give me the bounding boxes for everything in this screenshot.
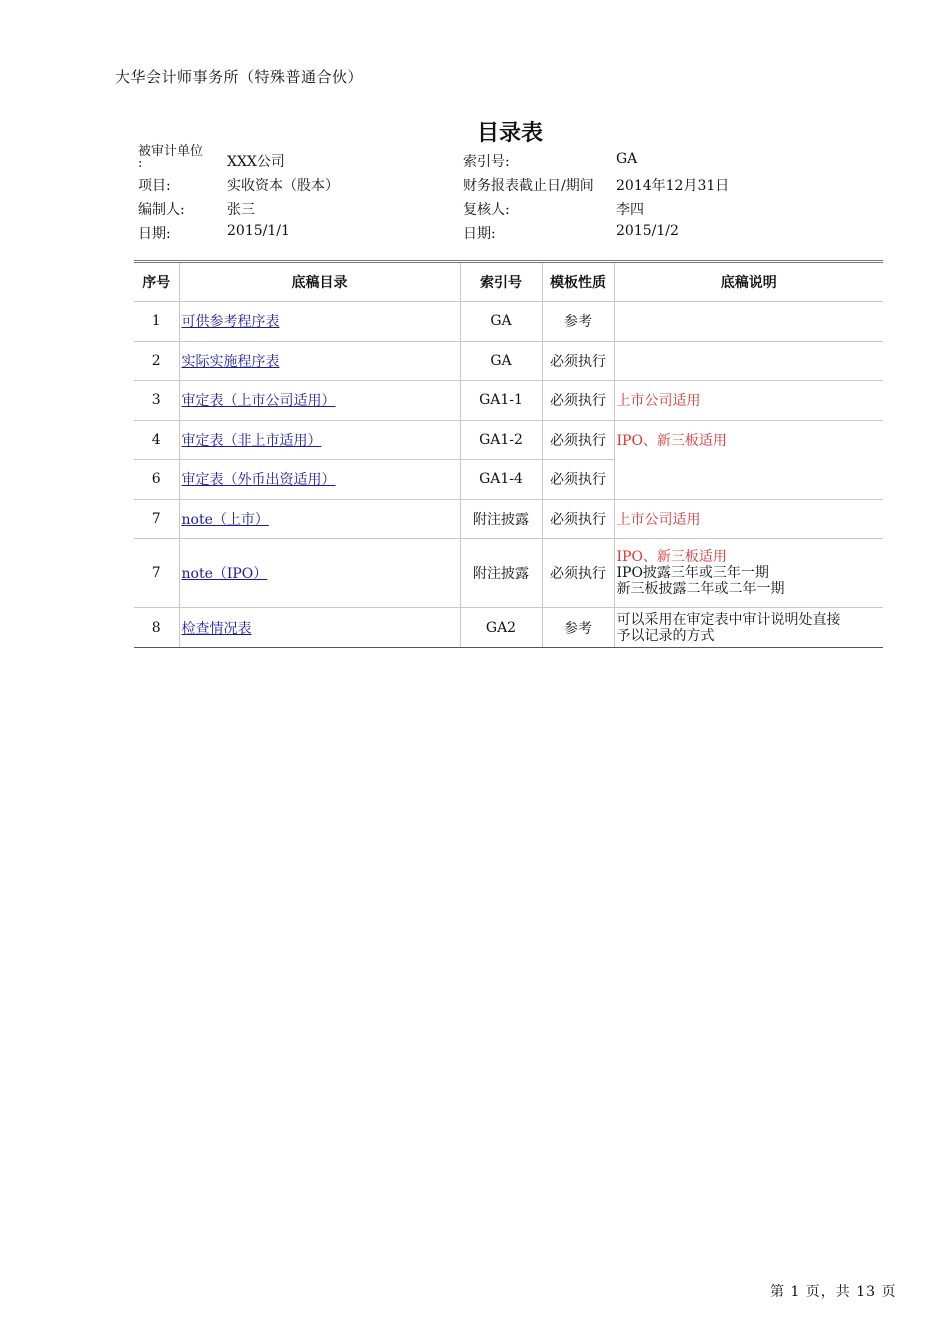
row-no: 8 xyxy=(134,608,179,648)
table-row xyxy=(134,420,883,460)
firm-name: 大华会计师事务所（特殊普通合伙） xyxy=(115,68,364,86)
project-label: 项目: xyxy=(138,178,171,194)
date2-value: 2015/1/2 xyxy=(616,223,679,239)
row-no: 1 xyxy=(134,302,179,342)
col-header-no: 序号 xyxy=(134,262,179,302)
index-value: GA xyxy=(616,151,638,167)
row-type: 必须执行 xyxy=(542,420,614,460)
row-type: 必须执行 xyxy=(542,381,614,421)
row-note xyxy=(614,608,883,648)
row-note xyxy=(614,341,883,381)
row-note: 上市公司适用 xyxy=(614,381,883,421)
preparer-label: 编制人: xyxy=(138,202,185,218)
row-index: GA1-2 xyxy=(460,420,542,460)
table-row xyxy=(134,341,883,381)
audited-label: 被审计单位 : xyxy=(138,144,204,171)
preparer-value: 张三 xyxy=(227,202,255,218)
workpaper-link[interactable]: 检查情况表 xyxy=(181,620,252,637)
workpaper-link[interactable]: note（IPO） xyxy=(181,566,268,582)
index-label: 索引号: xyxy=(463,154,510,170)
row-type: 参考 xyxy=(542,302,614,342)
row-index: GA2 xyxy=(460,608,542,648)
row-no: 4 xyxy=(134,420,179,460)
row-note: IPO、新三板适用 xyxy=(614,420,883,460)
table-row xyxy=(134,539,883,608)
workpaper-link[interactable]: 审定表（非上市适用） xyxy=(181,432,322,449)
page-title: 目录表 xyxy=(476,121,543,146)
period-value: 2014年12月31日 xyxy=(616,178,730,194)
row-no: 7 xyxy=(134,539,179,608)
row-note xyxy=(614,539,883,608)
note-line: IPO披露三年或三年一期 xyxy=(616,565,769,581)
row-type: 必须执行 xyxy=(542,499,614,539)
workpaper-link[interactable]: 审定表（外币出资适用） xyxy=(181,472,336,489)
workpaper-link[interactable]: note（上市） xyxy=(181,511,269,528)
reviewer-value: 李四 xyxy=(616,202,644,218)
row-type: 必须执行 xyxy=(542,460,614,500)
date1-value: 2015/1/1 xyxy=(227,223,290,239)
table-row xyxy=(134,460,883,500)
row-note: 上市公司适用 xyxy=(614,499,883,539)
workpaper-link[interactable]: 审定表（上市公司适用） xyxy=(181,393,336,410)
note-line: 可以采用在审定表中审计说明处直接 xyxy=(616,611,841,628)
note-line: 予以记录的方式 xyxy=(616,627,715,644)
row-no: 3 xyxy=(134,381,179,421)
page-number: 第 1 页，共 13 页 xyxy=(770,1284,897,1300)
col-header-note: 底稿说明 xyxy=(614,262,883,302)
table-row xyxy=(134,302,883,342)
col-header-type: 模板性质 xyxy=(542,262,614,302)
row-no: 2 xyxy=(134,341,179,381)
row-no: 7 xyxy=(134,499,179,539)
table-header-row xyxy=(134,262,883,302)
row-no: 6 xyxy=(134,460,179,500)
row-note xyxy=(614,460,883,500)
row-index: GA xyxy=(460,341,542,381)
catalog-table xyxy=(134,260,883,648)
col-header-name: 底稿目录 xyxy=(179,262,460,302)
note-line-red: IPO、新三板适用 xyxy=(616,549,727,565)
row-type: 必须执行 xyxy=(542,341,614,381)
row-type: 参考 xyxy=(542,608,614,648)
project-value: 实收资本（股本） xyxy=(227,178,339,194)
note-line: 新三板披露二年或二年一期 xyxy=(616,581,785,597)
table-row xyxy=(134,608,883,648)
row-index: 附注披露 xyxy=(460,499,542,539)
row-index: GA xyxy=(460,302,542,342)
date1-label: 日期: xyxy=(138,226,171,242)
workpaper-link[interactable]: 实际实施程序表 xyxy=(181,353,280,370)
row-note xyxy=(614,302,883,342)
reviewer-label: 复核人: xyxy=(463,202,510,218)
period-label: 财务报表截止日/期间 xyxy=(463,178,594,194)
row-index: GA1-1 xyxy=(460,381,542,421)
date2-label: 日期: xyxy=(463,226,496,242)
audited-value: XXX公司 xyxy=(227,154,285,170)
table-row xyxy=(134,499,883,539)
row-type: 必须执行 xyxy=(542,539,614,608)
row-index: 附注披露 xyxy=(460,539,542,608)
row-index: GA1-4 xyxy=(460,460,542,500)
table-row xyxy=(134,381,883,421)
workpaper-link[interactable]: 可供参考程序表 xyxy=(181,314,280,331)
col-header-index: 索引号 xyxy=(460,262,542,302)
